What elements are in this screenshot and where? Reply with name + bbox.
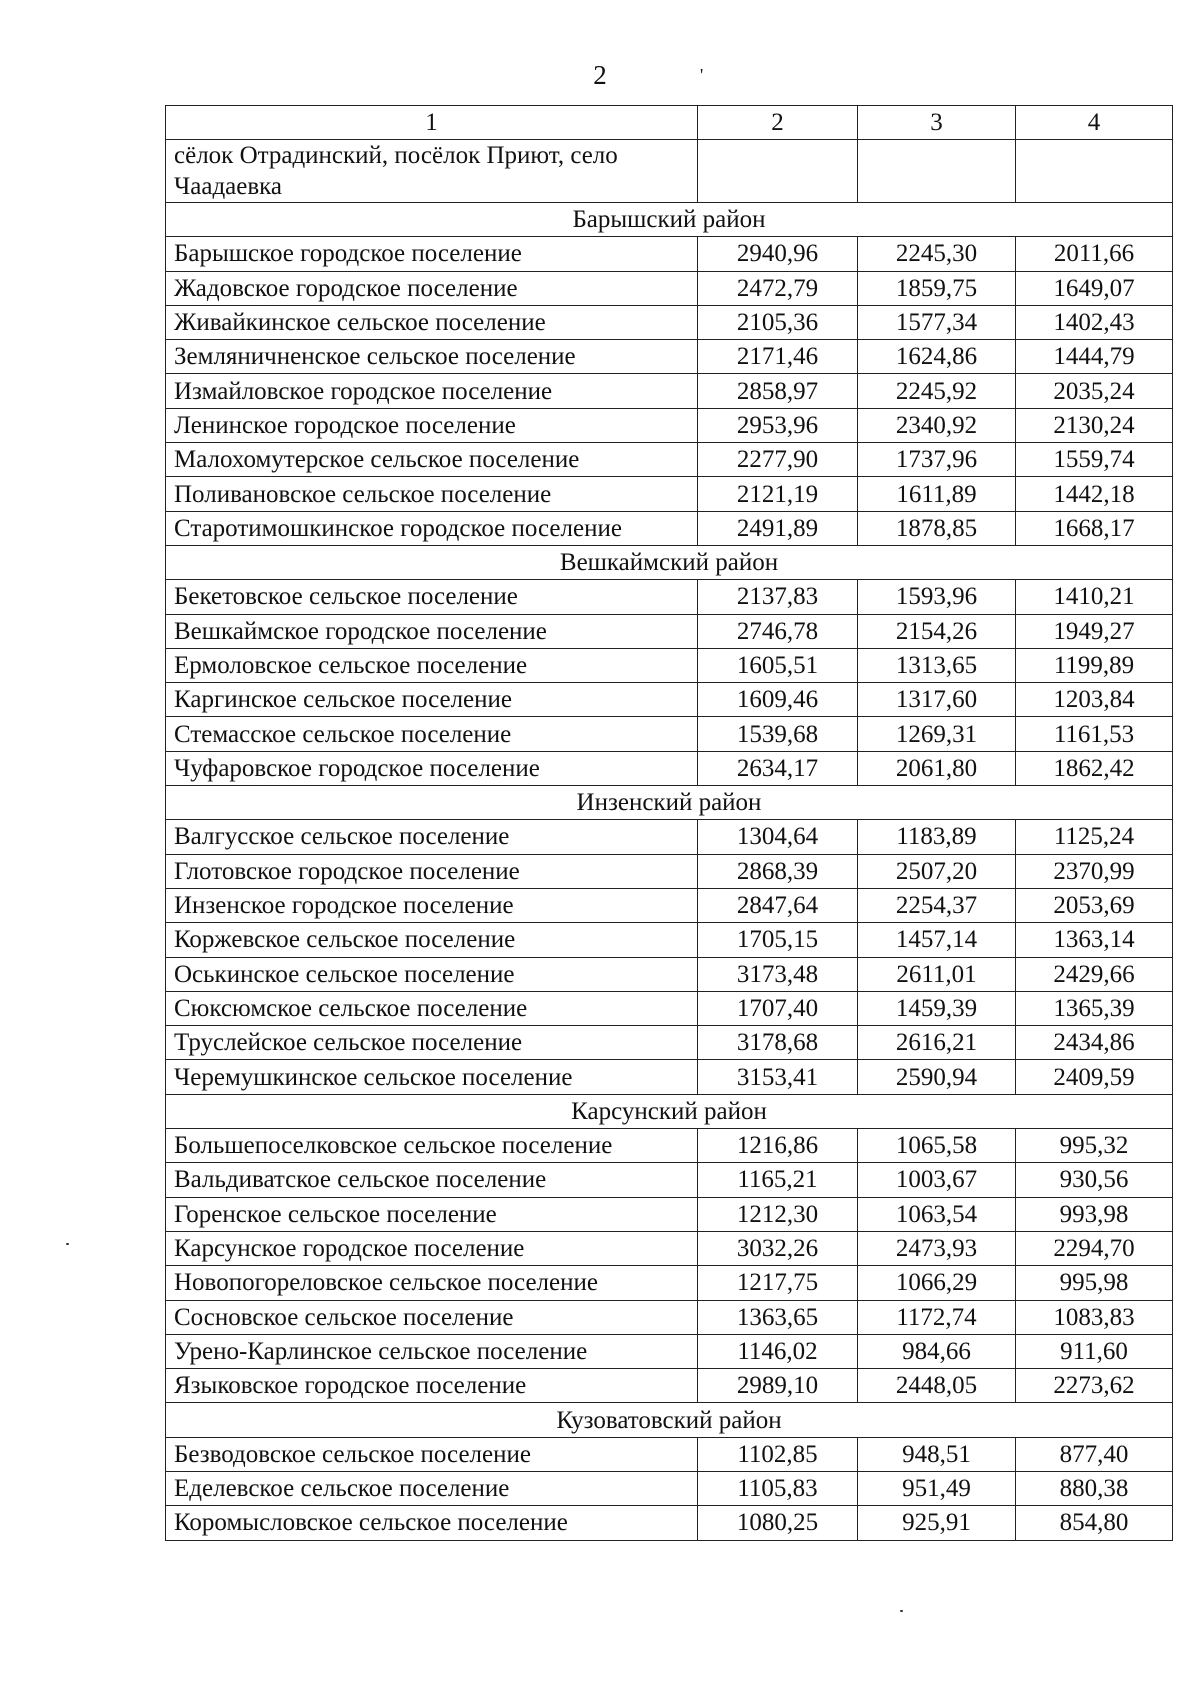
district-row [166,203,1173,237]
table-row [166,511,1173,545]
value-cell-col4: 1363,14 [1016,923,1173,957]
value-cell-col3: 1457,14 [858,923,1016,957]
value-cell-col4: 2370,99 [1016,854,1173,888]
value-cell-col4: 1410,21 [1016,580,1173,614]
value-cell-col3: 1577,34 [858,305,1016,339]
settlement-name-cell: Сюксюмское сельское поселение [166,991,698,1025]
value-cell-col2: 2171,46 [698,340,858,374]
value-cell-col4: 880,38 [1016,1471,1173,1505]
value-cell-col2: 2953,96 [698,408,858,442]
value-cell-col3: 951,49 [858,1471,1016,1505]
value-cell-col4: 2130,24 [1016,408,1173,442]
table-row [166,1266,1173,1300]
value-cell-col3: 2616,21 [858,1026,1016,1060]
table-row [166,1437,1173,1471]
continuation-cell [858,140,1016,203]
settlement-name-cell: Труслейское сельское поселение [166,1026,698,1060]
value-cell-col3: 1183,89 [858,820,1016,854]
value-cell-col2: 3032,26 [698,1231,858,1265]
value-cell-col2: 1707,40 [698,991,858,1025]
value-cell-col4: 2053,69 [1016,888,1173,922]
scan-speck [900,1610,903,1612]
table-row [166,957,1173,991]
table-row [166,683,1173,717]
value-cell-col3: 1859,75 [858,271,1016,305]
table-row [166,820,1173,854]
settlement-name-cell: Земляничненское сельское поселение [166,340,698,374]
value-cell-col4: 877,40 [1016,1437,1173,1471]
value-cell-col2: 1609,46 [698,683,858,717]
table-row [166,580,1173,614]
settlement-name-cell: Живайкинское сельское поселение [166,305,698,339]
value-cell-col2: 3173,48 [698,957,858,991]
value-cell-col4: 995,98 [1016,1266,1173,1300]
value-cell-col4: 2035,24 [1016,374,1173,408]
settlement-name-cell: Большепоселковское сельское поселение [166,1129,698,1163]
continuation-cell [1016,140,1173,203]
table-row [166,305,1173,339]
table-row [166,1197,1173,1231]
value-cell-col2: 1146,02 [698,1334,858,1368]
value-cell-col4: 2011,66 [1016,237,1173,271]
value-cell-col3: 2245,92 [858,374,1016,408]
settlement-name-cell: Новопогореловское сельское поселение [166,1266,698,1300]
value-cell-col2: 2868,39 [698,854,858,888]
table-row [166,1231,1173,1265]
value-cell-col4: 1199,89 [1016,648,1173,682]
continuation-cell [698,140,858,203]
settlement-name-cell: Чуфаровское городское поселение [166,751,698,785]
table-row [166,1060,1173,1094]
column-header-4: 4 [1016,106,1173,140]
settlement-name-cell: Поливановское сельское поселение [166,477,698,511]
district-heading: Инзенский район [166,786,1173,820]
value-cell-col2: 2137,83 [698,580,858,614]
value-cell-col3: 984,66 [858,1334,1016,1368]
value-cell-col3: 1878,85 [858,511,1016,545]
district-row [166,1403,1173,1437]
table-body [166,106,1173,1541]
value-cell-col2: 1363,65 [698,1300,858,1334]
value-cell-col4: 2434,86 [1016,1026,1173,1060]
value-cell-col4: 1444,79 [1016,340,1173,374]
value-cell-col2: 2491,89 [698,511,858,545]
value-cell-col4: 1083,83 [1016,1300,1173,1334]
value-cell-col4: 1862,42 [1016,751,1173,785]
value-cell-col2: 3153,41 [698,1060,858,1094]
settlement-name-cell: Вальдиватское сельское поселение [166,1163,698,1197]
settlement-name-cell: Оськинское сельское поселение [166,957,698,991]
column-header-1: 1 [166,106,698,140]
table-row [166,923,1173,957]
value-cell-col4: 1668,17 [1016,511,1173,545]
settlement-name-cell: Коромысловское сельское поселение [166,1506,698,1540]
settlement-name-cell: Глотовское городское поселение [166,854,698,888]
value-cell-col4: 1559,74 [1016,443,1173,477]
value-cell-col3: 1317,60 [858,683,1016,717]
value-cell-col3: 1624,86 [858,340,1016,374]
value-cell-col3: 2245,30 [858,237,1016,271]
district-heading: Барышский район [166,203,1173,237]
value-cell-col4: 1365,39 [1016,991,1173,1025]
value-cell-col2: 2940,96 [698,237,858,271]
value-cell-col3: 1063,54 [858,1197,1016,1231]
settlement-name-cell: Стемасское сельское поселение [166,717,698,751]
value-cell-col2: 1304,64 [698,820,858,854]
column-header-3: 3 [858,106,1016,140]
settlement-name-cell: Малохомутерское сельское поселение [166,443,698,477]
value-cell-col4: 2294,70 [1016,1231,1173,1265]
value-cell-col4: 1402,43 [1016,305,1173,339]
value-cell-col3: 2611,01 [858,957,1016,991]
value-cell-col3: 1737,96 [858,443,1016,477]
page-number-text: 2 [593,60,607,90]
table-row [166,1300,1173,1334]
value-cell-col2: 1165,21 [698,1163,858,1197]
table-row [166,340,1173,374]
value-cell-col2: 2121,19 [698,477,858,511]
value-cell-col2: 1217,75 [698,1266,858,1300]
value-cell-col4: 1949,27 [1016,614,1173,648]
settlement-name-cell: Бекетовское сельское поселение [166,580,698,614]
table-row [166,374,1173,408]
settlement-name-cell: Урено-Карлинское сельское поселение [166,1334,698,1368]
value-cell-col4: 2409,59 [1016,1060,1173,1094]
district-heading: Вешкаймский район [166,545,1173,579]
value-cell-col3: 1459,39 [858,991,1016,1025]
value-cell-col2: 2989,10 [698,1369,858,1403]
settlement-name-cell: Измайловское городское поселение [166,374,698,408]
settlement-name-cell: Барышское городское поселение [166,237,698,271]
settlement-name-cell: Старотимошкинское городское поселение [166,511,698,545]
value-cell-col3: 2154,26 [858,614,1016,648]
table-row [166,477,1173,511]
value-cell-col3: 2507,20 [858,854,1016,888]
value-cell-col3: 2590,94 [858,1060,1016,1094]
value-cell-col4: 911,60 [1016,1334,1173,1368]
settlement-name-cell: Валгусское сельское поселение [166,820,698,854]
value-cell-col3: 2340,92 [858,408,1016,442]
value-cell-col2: 2746,78 [698,614,858,648]
value-cell-col2: 2105,36 [698,305,858,339]
value-cell-col4: 854,80 [1016,1506,1173,1540]
value-cell-col2: 3178,68 [698,1026,858,1060]
value-cell-col3: 1593,96 [858,580,1016,614]
continuation-text: сёлок Отрадинский, посёлок Приют, село Чаадаевка [166,140,698,203]
settlement-name-cell: Карсунское городское поселение [166,1231,698,1265]
value-cell-col4: 2429,66 [1016,957,1173,991]
value-cell-col2: 1212,30 [698,1197,858,1231]
value-cell-col2: 1539,68 [698,717,858,751]
value-cell-col3: 2254,37 [858,888,1016,922]
table-row [166,614,1173,648]
value-cell-col4: 1442,18 [1016,477,1173,511]
settlement-name-cell: Ленинское городское поселение [166,408,698,442]
district-row [166,1094,1173,1128]
tariff-table [165,105,1173,1541]
district-row [166,786,1173,820]
value-cell-col4: 1125,24 [1016,820,1173,854]
settlement-name-cell: Горенское сельское поселение [166,1197,698,1231]
table-row [166,1334,1173,1368]
value-cell-col3: 2061,80 [858,751,1016,785]
value-cell-col3: 1172,74 [858,1300,1016,1334]
value-cell-col2: 1216,86 [698,1129,858,1163]
value-cell-col4: 2273,62 [1016,1369,1173,1403]
value-cell-col2: 2847,64 [698,888,858,922]
value-cell-col2: 2472,79 [698,271,858,305]
value-cell-col2: 1605,51 [698,648,858,682]
table-row [166,408,1173,442]
settlement-name-cell: Еделевское сельское поселение [166,1471,698,1505]
value-cell-col2: 1105,83 [698,1471,858,1505]
value-cell-col3: 2473,93 [858,1231,1016,1265]
table-row [166,1471,1173,1505]
value-cell-col2: 1080,25 [698,1506,858,1540]
value-cell-col2: 1102,85 [698,1437,858,1471]
district-heading: Карсунский район [166,1094,1173,1128]
table-row [166,991,1173,1025]
table-row [166,854,1173,888]
table-row [166,443,1173,477]
value-cell-col4: 1649,07 [1016,271,1173,305]
value-cell-col3: 1611,89 [858,477,1016,511]
scan-speck [66,1243,69,1245]
settlement-name-cell: Каргинское сельское поселение [166,683,698,717]
value-cell-col2: 2634,17 [698,751,858,785]
value-cell-col3: 1313,65 [858,648,1016,682]
table-row [166,1506,1173,1540]
value-cell-col2: 2858,97 [698,374,858,408]
table-row [166,717,1173,751]
value-cell-col2: 2277,90 [698,443,858,477]
value-cell-col4: 1161,53 [1016,717,1173,751]
continuation-row [166,140,1173,203]
value-cell-col3: 1066,29 [858,1266,1016,1300]
page-mark: ' [700,65,704,85]
table-row [166,1129,1173,1163]
settlement-name-cell: Безводовское сельское поселение [166,1437,698,1471]
table-row [166,1369,1173,1403]
district-heading: Кузоватовский район [166,1403,1173,1437]
settlement-name-cell: Сосновское сельское поселение [166,1300,698,1334]
column-number-row [166,106,1173,140]
value-cell-col3: 925,91 [858,1506,1016,1540]
settlement-name-cell: Черемушкинское сельское поселение [166,1060,698,1094]
table-row [166,888,1173,922]
column-header-2: 2 [698,106,858,140]
value-cell-col3: 1269,31 [858,717,1016,751]
page-number [0,60,1200,90]
table-row [166,1026,1173,1060]
table-row [166,237,1173,271]
table-row [166,271,1173,305]
value-cell-col3: 1065,58 [858,1129,1016,1163]
settlement-name-cell: Инзенское городское поселение [166,888,698,922]
table-row [166,648,1173,682]
table-row [166,751,1173,785]
settlement-name-cell: Вешкаймское городское поселение [166,614,698,648]
value-cell-col4: 993,98 [1016,1197,1173,1231]
district-row [166,545,1173,579]
value-cell-col2: 1705,15 [698,923,858,957]
value-cell-col4: 1203,84 [1016,683,1173,717]
value-cell-col3: 1003,67 [858,1163,1016,1197]
value-cell-col3: 2448,05 [858,1369,1016,1403]
table-row [166,1163,1173,1197]
value-cell-col4: 995,32 [1016,1129,1173,1163]
settlement-name-cell: Коржевское сельское поселение [166,923,698,957]
value-cell-col3: 948,51 [858,1437,1016,1471]
settlement-name-cell: Ермоловское сельское поселение [166,648,698,682]
value-cell-col4: 930,56 [1016,1163,1173,1197]
settlement-name-cell: Языковское городское поселение [166,1369,698,1403]
settlement-name-cell: Жадовское городское поселение [166,271,698,305]
